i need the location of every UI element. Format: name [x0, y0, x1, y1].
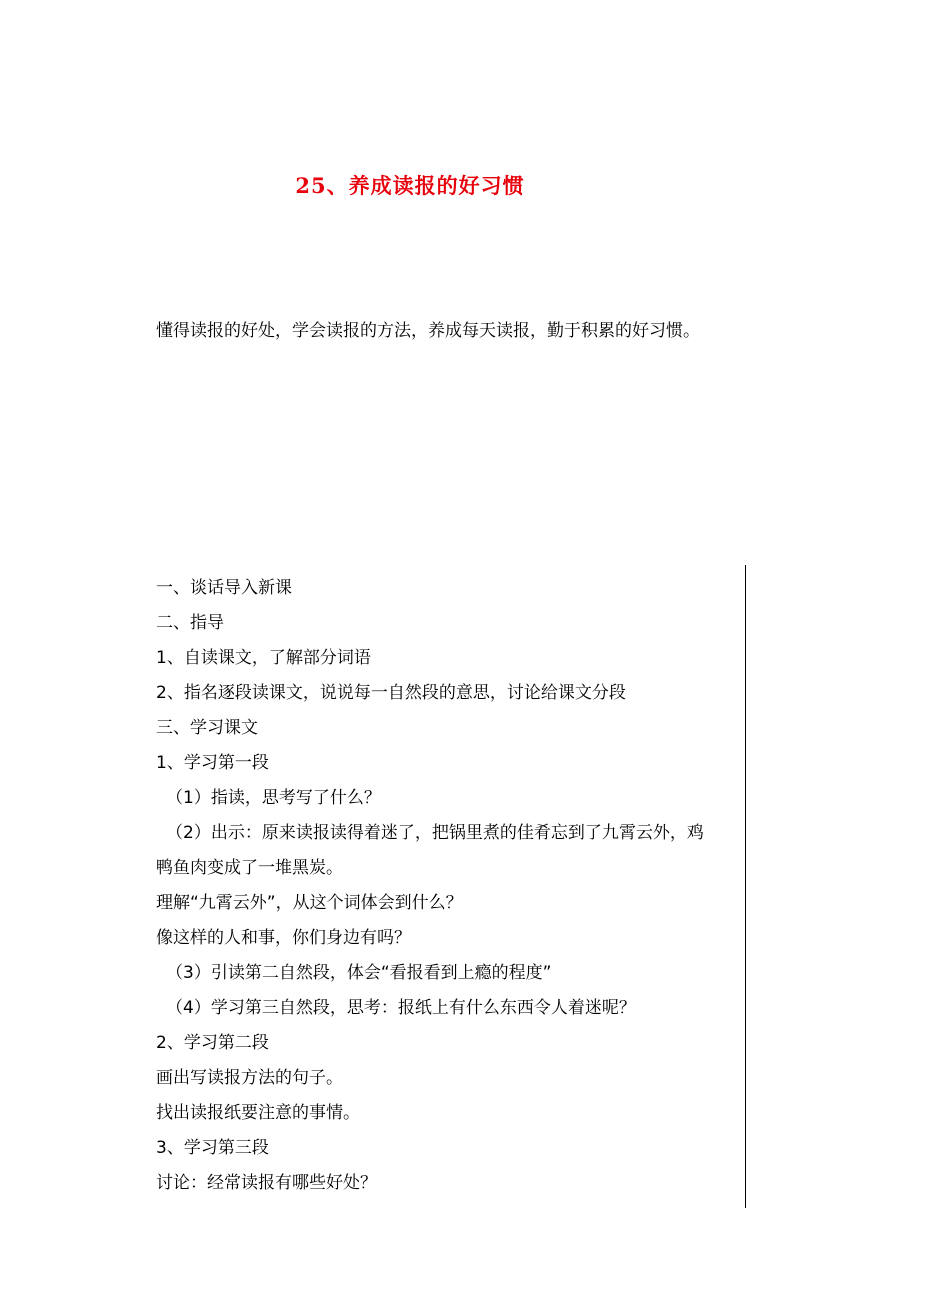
document-title: 25、养成读报的好习惯	[295, 173, 525, 198]
procedure-line: 找出读报纸要注意的事情。	[156, 1103, 360, 1123]
teaching-objective: 懂得读报的好处，学会读报的方法，养成每天读报，勤于积累的好习惯。	[156, 321, 700, 341]
procedure-line: 1、学习第一段	[156, 753, 269, 773]
procedure-line: （3）引读第二自然段，体会“看报看到上瘾的程度”	[166, 963, 552, 983]
procedure-line: 一、谈话导入新课	[156, 578, 292, 598]
procedure-line: 三、学习课文	[156, 718, 258, 738]
procedure-line: （1）指读，思考写了什么？	[166, 788, 381, 808]
procedure-line: 讨论：经常读报有哪些好处？	[156, 1173, 377, 1193]
procedure-line: 1、自读课文，了解部分词语	[156, 648, 371, 668]
lesson-procedure	[156, 571, 741, 1201]
procedure-line: 2、学习第二段	[156, 1033, 269, 1053]
procedure-line: （2）出示：原来读报读得着迷了，把锅里煮的佳肴忘到了九霄云外，鸡	[166, 823, 704, 843]
procedure-line: 二、指导	[156, 613, 224, 633]
procedure-line: 画出写读报方法的句子。	[156, 1068, 343, 1088]
procedure-line: 3、学习第三段	[156, 1138, 269, 1158]
procedure-line: 理解“九霄云外”，从这个词体会到什么？	[156, 893, 463, 913]
procedure-line: 像这样的人和事，你们身边有吗？	[156, 928, 411, 948]
procedure-line: 2、指名逐段读课文，说说每一自然段的意思，讨论给课文分段	[156, 683, 626, 703]
procedure-line: （4）学习第三自然段，思考：报纸上有什么东西令人着迷呢？	[166, 998, 636, 1018]
procedure-line: 鸭鱼肉变成了一堆黑炭。	[156, 858, 343, 878]
table-border-line	[745, 565, 746, 1208]
